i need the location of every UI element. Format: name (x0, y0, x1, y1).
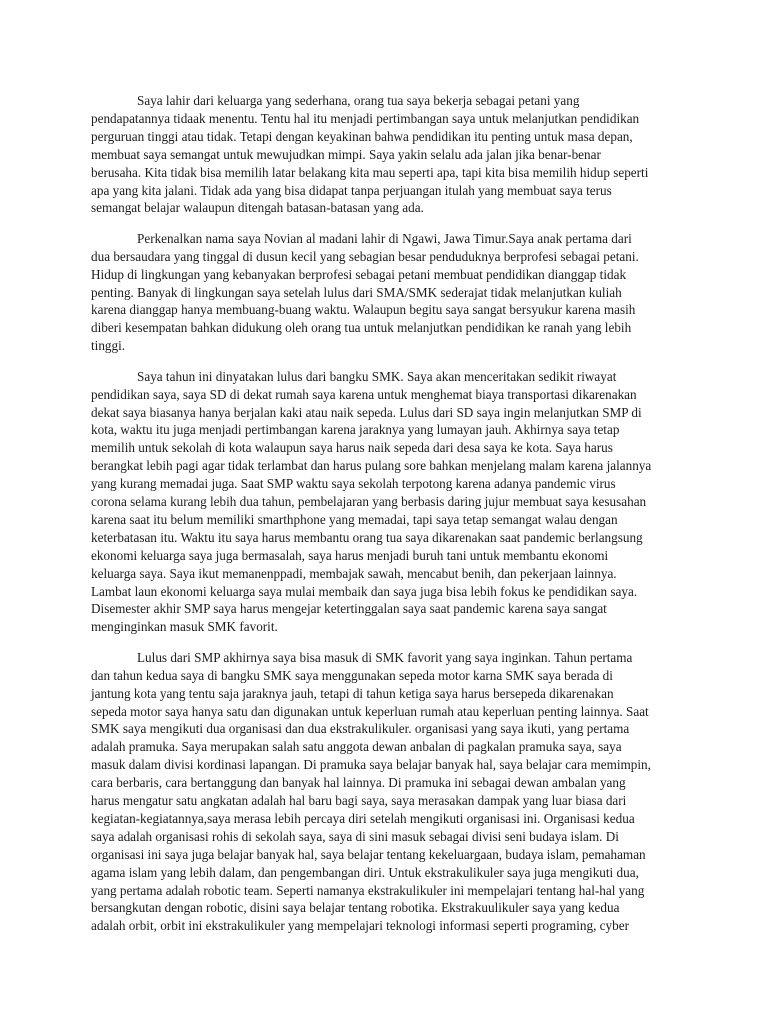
document-body (91, 92, 681, 948)
paragraph-smk-experience: Lulus dari SMP akhirnya saya bisa masuk di SMK favorit yang saya inginkan. Tahun pertama dan tahun kedua saya di bangku SMK saya menggunakan sepeda motor karna SMK saya berada di jantung kota yang tentu saja jaraknya jauh, tetapi di tahun ketiga saya harus bersepeda dikarenakan sepeda motor saya hanya satu dan digunakan untuk keperluan rumah atau keperluan penting lainnya. Saat SMK saya mengikuti dua organisasi dan dua ekstrakulikuler. organisasi yang saya ikuti, yang pertama adalah pramuka. Saya merupakan salah satu anggota dewan anbalan di pagkalan pramuka saya, saya masuk dalam divisi kordinasi lapangan. Di pramuka saya belajar banyak hal, saya belajar cara memimpin, cara berbaris, cara bertanggung dan banyak hal lainnya. Di pramuka ini sebagai dewan ambalan yang harus mengatur satu angkatan adalah hal baru bagi saya, saya merasakan dampak yang luar biasa dari kegiatan-kegiatannya,saya merasa lebih percaya diri setelah mengikuti organisasi ini. Organisasi kedua saya adalah organisasi rohis di sekolah saya, saya di sini masuk sebagai divisi seni budaya islam. Di organisasi ini saya juga belajar banyak hal, saya belajar tentang kekeluargaan, budaya islam, pemahaman agama islam yang lebih dalam, dan pengembangan diri. Untuk ekstrakulikuler saya juga mengikuti dua, yang pertama adalah robotic team. Seperti namanya ekstrakulikuler ini mempelajari tentang hal-hal yang bersangkutan dengan robotic, disini saya belajar tentang robotika. Ekstrakuulikuler saya yang kedua adalah orbit, orbit ini ekstrakulikuler yang mempelajari teknologi informasi seperti programing, cyber (91, 649, 651, 934)
paragraph-family-background: Saya lahir dari keluarga yang sederhana, orang tua saya bekerja sebagai petani yang pendapatannya tidaak menentu. Tentu hal itu menjadi pertimbangan saya untuk melanjutkan pendidikan perguruan tinggi atau tidak. Tetapi dengan keyakinan bahwa pendidikan itu penting untuk masa depan, membuat saya semangat untuk mewujudkan mimpi. Saya yakin selalu ada jalan jika benar-benar berusaha. Kita tidak bisa memilih latar belakang kita mau seperti apa, tapi kita bisa memilih hidup seperti apa yang kita jalani. Tidak ada yang bisa didapat tanpa perjuangan itulah yang membuat saya terus semangat belajar walaupun ditengah batasan-batasan yang ada. (91, 93, 649, 216)
paragraph-education-history: Saya tahun ini dinyatakan lulus dari bangku SMK. Saya akan menceritakan sedikit riwayat pendidikan saya, saya SD di dekat rumah saya karena untuk menghemat biaya transportasi dikarenakan dekat saya biasanya hanya berjalan kaki atau naik sepeda. Lulus dari SD saya ingin melanjutkan SMP di kota, waktu itu juga menjadi pertimbangan karena jaraknya yang lumayan jauh. Akhirnya saya tetap memilih untuk sekolah di kota walaupun saya harus naik sepeda dari desa saya ke kota. Saya harus berangkat lebih pagi agar tidak terlambat dan harus pulang sore bahkan menjelang malam karena jalannya yang kurang memadai juga. Saat SMP waktu saya sekolah terpotong karena adanya pandemic virus corona selama kurang lebih dua tahun, pembelajaran yang berbasis daring jujur membuat saya kesusahan karena saat itu belum memiliki smarthphone yang memadai, tapi saya tetap semangat walau dengan keterbatasan itu. Waktu itu saya harus membantu orang tua saya dikarenakan saat pandemic berlangsung ekonomi keluarga saya juga bermasalah, saya harus menjadi buruh tani untuk membantu ekonomi keluarga saya. Saya ikut memanenppadi, membajak sawah, mencabut benih, dan pekerjaan lainnya. Lambat laun ekonomi keluarga saya mulai membaik dan saya juga bisa lebih fokus ke pendidikan saya. Disemester akhir SMP saya harus mengejar ketertinggalan saya saat pandemic karena saya sangat menginginkan masuk SMK favorit. (91, 368, 652, 635)
paragraph-introduction: Perkenalkan nama saya Novian al madani lahir di Ngawi, Jawa Timur.Saya anak pertama dari dua bersaudara yang tinggal di dusun kecil yang sebagian besar penduduknya berprofesi sebagai petani. Hidup di lingkungan yang kebanyakan berprofesi sebagai petani membuat pendidikan dianggap tidak penting. Banyak di lingkungan saya setelah lulus dari SMA/SMK sederajat tidak melanjutkan kuliah karena dianggap hanya membuang-buang waktu. Walaupun begitu saya sangat bersyukur karena masih diberi kesempatan bahkan didukung oleh orang tua untuk melanjutkan pendidikan ke ranah yang lebih tinggi. (91, 230, 639, 354)
